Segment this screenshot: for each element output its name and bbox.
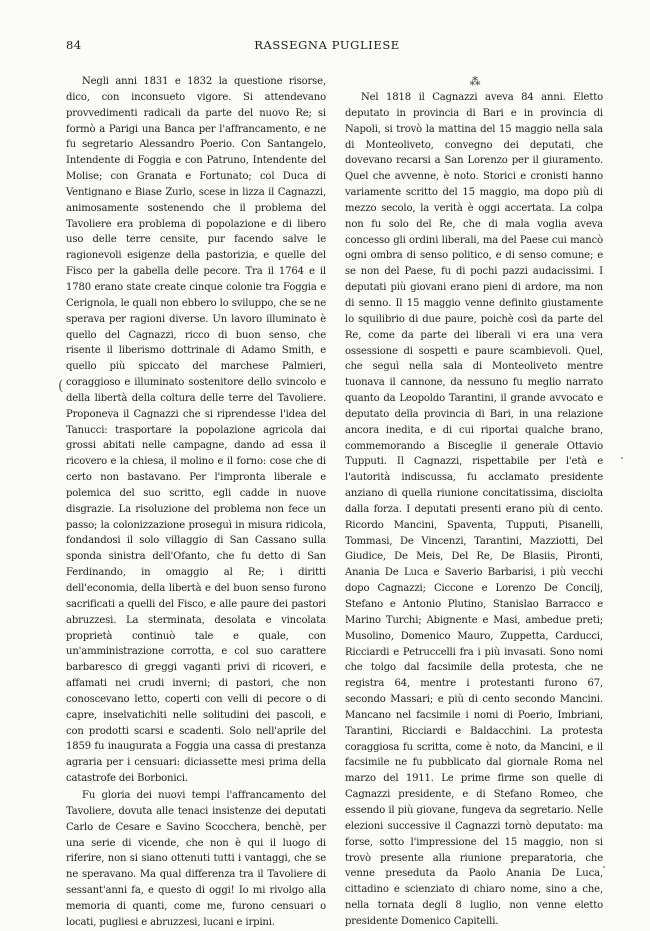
page-number: 84 xyxy=(66,38,82,52)
scan-speck xyxy=(603,866,605,868)
paragraph: Nel 1818 il Cagnazzi aveva 84 anni. Eletto deputato in provincia di Bari e in provincia di Napoli, si trovò la mattina del 15 maggio nella sala di Monteoliveto, convegno dei deputati, che dovevano recarsi a San Lorenzo per il giuramento. Quel che avvenne, è noto. Storici e cronisti hanno variamente scritto del 15 maggio, ma dopo più di mezzo secolo, la verità è oggi accertata. La colpa non fu solo del Re, che di mala voglia aveva concesso gli ordini liberali, ma del Paese cui mancò ogni ombra di senso politico, e di senso comune; e se non del Paese, fu di pochi pazzi audacissimi. I deputati più giovani erano pieni di ardore, ma non di senno. Il 15 maggio venne definito giustamente lo squilibrio di due paure, poichè così da parte del Re, come da parte dei liberali vi era una vera ossessione di sospetti e paure scambievoli. Quel, che seguì nella sala di Monteoliveto mentre tuonava il cannone, da nessuno fu meglio narrato quanto da Leopoldo Tarantini, il grande avvocato e deputato della provincia di Bari, in una relazione ancora inedita, e di cui riportai qualche brano, commemorando a Bisceglie il generale Ottavio Tupputi. Il Cagnazzi, rispettabile per l'età e l'autorità indiscussa, fu acclamato presidente anziano di quella riunione concitatissima, disciolta dalla forza. I deputati presenti erano più di cento. Ricordo Mancini, Spaventa, Tupputi, Pisanelli, Tommasi, De Vincenzi, Tarantini, Mazziotti, Del Giudice, De Meis, Del Re, De Blasiis, Pironti, Anania De Luca e Saverio Barbarisi, i più vecchi dopo Cagnazzi; Ciccone e Lorenzo De Concilj, Stefano e Antonio Plutino, Stanislao Barracco e Marino Turchi; Abignente e Masi, ambedue preti; Musolino, Domenico Mauro, Zuppetta, Carducci, Ricciardi e Petruccelli fra i più invasati. Sono nomi che tolgo dal facsimile della protesta, che ne registra 64, mentre i protestanti furono 67, secondo Massari; e più di cento secondo Mancini. Mancano nel facsimile i nomi di Poerio, Imbriani, Tarantini, Ricciardi e Baldacchini. La protesta coraggiosa fu scritta, come è noto, da Mancini, e il facsimile ne fu pubblicato dal giornale Roma nel marzo del 1911. Le prime firme son quelle di Cagnazzi presidente, e di Stefano Romeo, che essendo il più giovane, fungeva da segretario. Nelle elezioni successive il Cagnazzi tornò deputato: ma forse, sotto l'impressione del 15 maggio, non si trovò presente alla riunione preparatoria, che venne preseduta da Paolo Anania De Luca, cittadino e scienziato di chiaro nome, sino a che, nella tornata degli 8 luglio, non venne eletto presidente Domenico Capitelli. xyxy=(345,92,603,927)
running-title: RASSEGNA PUGLIESE xyxy=(254,38,400,52)
right-column xyxy=(345,74,603,930)
page-header xyxy=(66,38,588,54)
scan-speck xyxy=(621,457,623,459)
margin-mark: ( xyxy=(58,378,64,394)
asterism-ornament: ⁂ xyxy=(469,75,479,88)
left-column xyxy=(66,74,326,931)
paragraph: Fu gloria dei nuovi tempi l'affrancamento del Tavoliere, dovuta alle tenaci insistenze dei deputati Carlo de Cesare e Savino Scocchera, benchè, per una serie di vicende, che non è qui il luogo di riferire, non si siano ottenuti tutti i vantaggi, che se ne speravano. Ma qual differenza tra il Tavoliere di sessant'anni fa, e questo di oggi! Io mi rivolgo alla memoria di quanti, come me, furono censuari o locati, pugliesi e abruzzesi, lucani e irpini. xyxy=(66,789,326,928)
paragraph: Negli anni 1831 e 1832 la questione risorse, dico, con inconsueto vigore. Si attendevano provvedimenti radicali da parte del nuovo Re; si formò a Parigi una Banca per l'affrancamento, e ne fu segretario Alessandro Poerio. Con Santangelo, Intendente di Foggia e con Patruno, Intendente del Molise; con Granata e Fortunato; col Duca di Ventignano e Biase Zurlo, scese in lizza il Cagnazzi, animosamente sostenendo che il problema del Tavoliere era problema di popolazione e di libero uso delle terre censite, pur facendo salve le ragionevoli esigenze della pastorizia, e quelle del Fisco per la gabella delle pecore. Tra il 1764 e il 1780 erano state create cinque colonie tra Foggia e Cerignola, le quali non ebbero lo sviluppo, che se ne sperava per ragioni diverse. Un lavoro illuminato è quello del Cagnazzi, ricco di buon senso, che risente il liberismo dottrinale di Adamo Smith, e quello più spiccato del marchese Palmieri, coraggioso e illuminato sostenitore dello svincolo e della libertà della coltura delle terre del Tavoliere. Proponeva il Cagnazzi che si riprendesse l'idea del Tanucci: trasportare la popolazione agricola dai grossi abitati nelle campagne, dando ad essa il ricovero e la chiesa, il molino e il forno: cose che di certo non bastavano. Per l'impronta liberale e polemica del suo scritto, egli cadde in nuove disgrazie. La risoluzione del problema non fece un passo; la colonizzazione proseguì in misura ridicola, fondandosi il solo villaggio di San Cassano sulla sponda sinistra dell'Ofanto, che fu detto di San Ferdinando, in omaggio al Re; i diritti dell'economia, della libertà e del buon senso furono sacrificati a quelli del Fisco, e alle paure dei pastori abruzzesi. La sterminata, desolata e vincolata proprietà continuò tale e quale, con un'amministrazione corrotta, e col suo carattere barbaresco di greggi vaganti privi di ricoveri, e affamati nei crudi inverni; di pastori, che non conoscevano letto, coperti con velli di pecore o di capre, inselvatichiti nelle solitudini dei pascoli, e con prodotti scarsi e scadenti. Solo nell'aprile del 1859 fu inaugurata a Foggia una cassa di prestanza agraria per i censuari: diciassette mesi prima della catastrofe dei Borbonici. xyxy=(66,76,326,785)
